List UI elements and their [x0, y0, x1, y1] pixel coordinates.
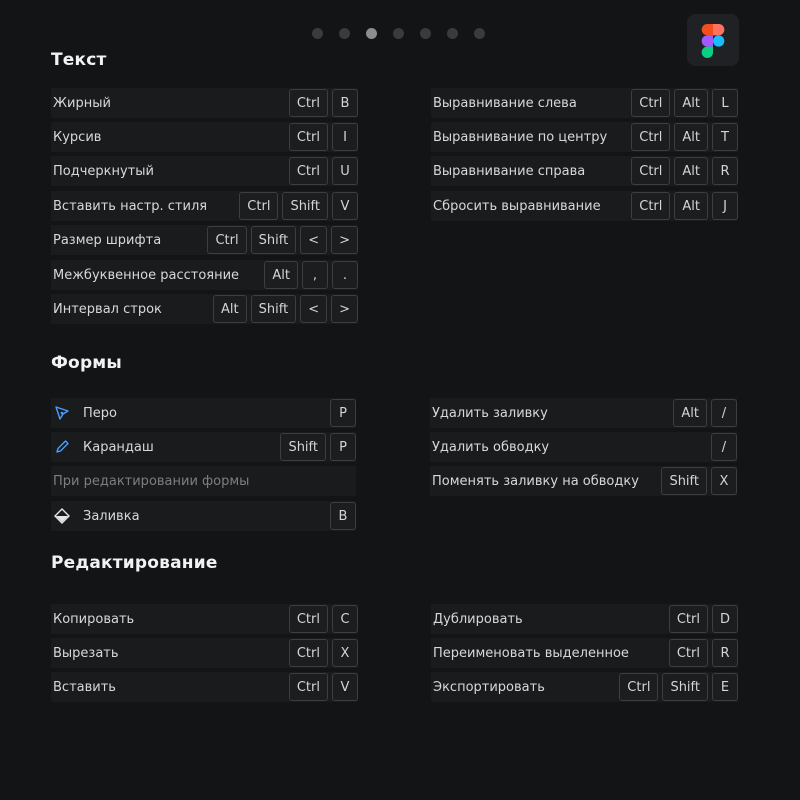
pagination-dot[interactable]: [339, 28, 350, 39]
key-cap: D: [712, 605, 738, 633]
shortcut-row: [51, 260, 358, 290]
shortcut-label: Интервал строк: [53, 301, 162, 317]
key-cap: L: [712, 89, 738, 117]
shortcut-row: [431, 191, 738, 221]
key-cap: Ctrl: [631, 123, 670, 151]
pen-icon: [53, 404, 71, 422]
shortcut-label-wrap: [51, 438, 276, 456]
key-cap: Ctrl: [239, 192, 278, 220]
shortcut-label: Удалить обводку: [432, 439, 550, 455]
key-cap: <: [300, 295, 327, 323]
key-cap: E: [712, 673, 738, 701]
shortcut-row: [51, 672, 358, 702]
shortcut-row: [431, 604, 738, 634]
shortcut-row: [431, 638, 738, 668]
shortcut-row: [431, 672, 738, 702]
key-cap: Ctrl: [619, 673, 658, 701]
pagination-dot[interactable]: [420, 28, 431, 39]
section-title-shapes: Формы: [51, 353, 122, 373]
key-cap: >: [331, 226, 358, 254]
key-cap: U: [332, 157, 358, 185]
shortcut-label: Перо: [83, 405, 117, 421]
key-cap: Ctrl: [631, 192, 670, 220]
key-cap: X: [711, 467, 737, 495]
key-cap: C: [332, 605, 358, 633]
shortcut-label: Вырезать: [53, 645, 119, 661]
shortcut-row: [51, 604, 358, 634]
figma-logo: [687, 14, 739, 66]
section-title-editing: Редактирование: [51, 553, 218, 573]
key-cap: Alt: [674, 89, 708, 117]
key-cap: Ctrl: [207, 226, 246, 254]
shortcut-row: [51, 122, 358, 152]
key-cap: Ctrl: [289, 673, 328, 701]
key-cap: /: [711, 399, 737, 427]
key-cap: Shift: [280, 433, 326, 461]
shortcut-row: [51, 638, 358, 668]
shortcut-label: Вставить: [53, 679, 116, 695]
key-cap: <: [300, 226, 327, 254]
shortcut-label: Сбросить выравнивание: [433, 198, 601, 214]
shortcut-label: Переименовать выделенное: [433, 645, 629, 661]
shortcut-row: [51, 294, 358, 324]
pencil-icon: [53, 438, 71, 456]
key-cap: P: [330, 433, 356, 461]
shortcut-label: Размер шрифта: [53, 232, 162, 248]
key-cap: Ctrl: [289, 639, 328, 667]
key-cap: Ctrl: [289, 157, 328, 185]
key-cap: Shift: [282, 192, 328, 220]
shortcut-label: Карандаш: [83, 439, 154, 455]
key-cap: R: [712, 157, 738, 185]
key-cap: T: [712, 123, 738, 151]
key-cap: Alt: [264, 261, 298, 289]
shortcut-label: Дублировать: [433, 611, 523, 627]
key-cap: /: [711, 433, 737, 461]
key-cap: B: [332, 89, 358, 117]
pagination-dot[interactable]: [312, 28, 323, 39]
shortcut-label: Удалить заливку: [432, 405, 548, 421]
key-cap: Ctrl: [289, 89, 328, 117]
key-cap: Alt: [213, 295, 247, 323]
shortcut-label: Вставить настр. стиля: [53, 198, 208, 214]
shortcut-label: Межбуквенное расстояние: [53, 267, 240, 283]
shortcut-label-wrap: [51, 507, 326, 525]
key-cap: Ctrl: [669, 639, 708, 667]
key-cap: Alt: [674, 123, 708, 151]
shortcut-note: При редактировании формы: [53, 473, 250, 489]
shortcut-row: [51, 225, 358, 255]
section-title-text: Текст: [51, 50, 107, 70]
key-cap: Alt: [673, 399, 707, 427]
shortcut-row: [51, 156, 358, 186]
shortcut-label: Экспортировать: [433, 679, 545, 695]
figma-logo-icon: [701, 24, 725, 58]
key-cap: >: [331, 295, 358, 323]
shortcut-row: [51, 432, 356, 462]
shortcut-label: Выравнивание по центру: [433, 129, 608, 145]
pagination-dot[interactable]: [447, 28, 458, 39]
key-cap: R: [712, 639, 738, 667]
shortcut-label: Подчеркнутый: [53, 163, 154, 179]
shortcut-row: [51, 501, 356, 531]
key-cap: B: [330, 502, 356, 530]
key-cap: Ctrl: [289, 605, 328, 633]
shortcut-label: Поменять заливку на обводку: [432, 473, 639, 489]
shortcut-row: [51, 88, 358, 118]
key-cap: Ctrl: [631, 157, 670, 185]
key-cap: Shift: [661, 467, 707, 495]
shortcut-label-wrap: [51, 404, 326, 422]
shortcut-label: Жирный: [53, 95, 111, 111]
key-cap: .: [332, 261, 358, 289]
shortcut-label: Курсив: [53, 129, 102, 145]
key-cap: P: [330, 399, 356, 427]
shortcut-note-row: [51, 466, 356, 496]
key-cap: I: [332, 123, 358, 151]
key-cap: Shift: [251, 295, 297, 323]
shortcut-row: [51, 191, 358, 221]
key-cap: V: [332, 192, 358, 220]
shortcut-row: [430, 432, 737, 462]
key-cap: X: [332, 639, 358, 667]
key-cap: Alt: [674, 192, 708, 220]
key-cap: Alt: [674, 157, 708, 185]
shortcut-row: [431, 122, 738, 152]
key-cap: V: [332, 673, 358, 701]
shortcut-label: Выравнивание слева: [433, 95, 577, 111]
shortcut-row: [431, 88, 738, 118]
key-cap: Shift: [251, 226, 297, 254]
paint-bucket-icon: [53, 507, 71, 525]
key-cap: Ctrl: [631, 89, 670, 117]
key-cap: ,: [302, 261, 328, 289]
shortcut-row: [430, 398, 737, 428]
shortcut-label: Заливка: [83, 508, 140, 524]
shortcut-label: Копировать: [53, 611, 135, 627]
key-cap: Shift: [662, 673, 708, 701]
shortcut-row: [51, 398, 356, 428]
shortcut-label: Выравнивание справа: [433, 163, 586, 179]
pagination-dot[interactable]: [474, 28, 485, 39]
pagination-dot-active[interactable]: [366, 28, 377, 39]
key-cap: Ctrl: [289, 123, 328, 151]
shortcut-row: [431, 156, 738, 186]
key-cap: J: [712, 192, 738, 220]
shortcut-row: [430, 466, 737, 496]
key-cap: Ctrl: [669, 605, 708, 633]
pagination-dots: [312, 28, 485, 39]
pagination-dot[interactable]: [393, 28, 404, 39]
